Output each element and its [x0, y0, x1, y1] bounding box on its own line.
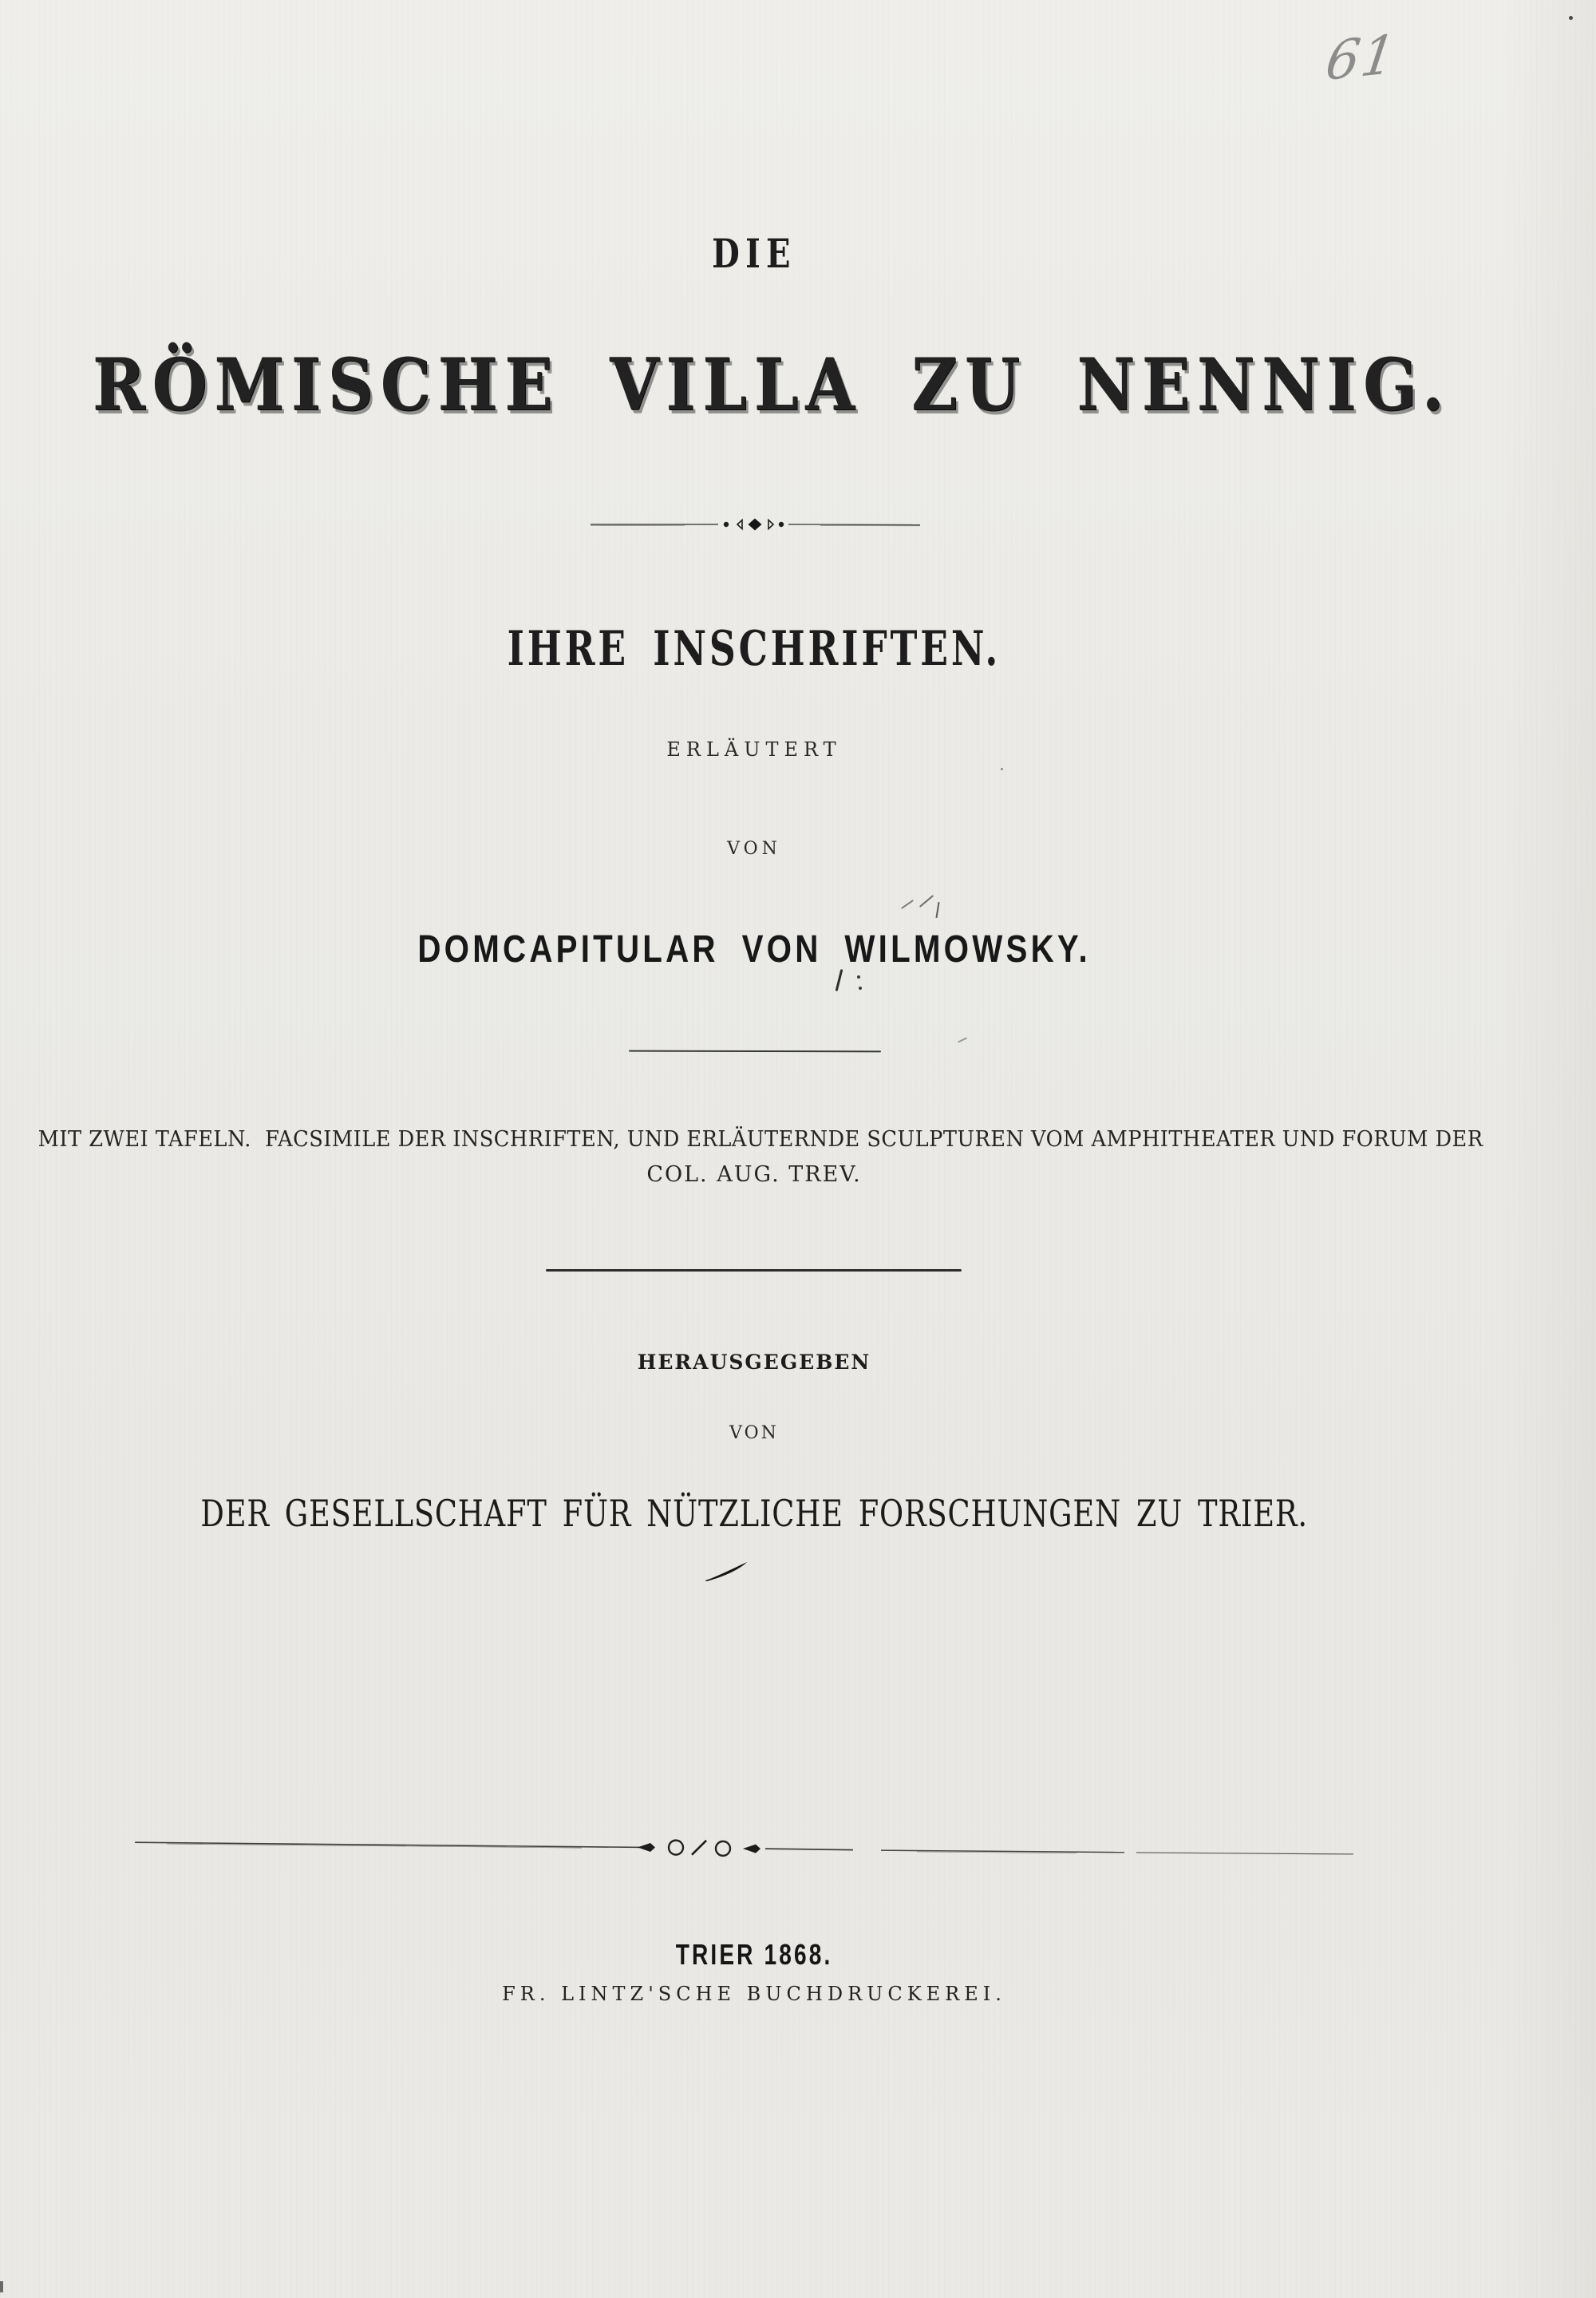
published-label: HERAUSGEGEBEN [637, 1351, 871, 1374]
ink-mark [859, 987, 862, 990]
by-label: VON [729, 1423, 779, 1443]
printer-name: FR. LINTZ'SCHE BUCHDRUCKEREI. [502, 1983, 1006, 2005]
plates-note-line1 [0, 1127, 1508, 1152]
book-title-text: RÖMISCHE VILLA ZU NENNIG. [93, 342, 1452, 427]
paper-speck [1569, 16, 1573, 20]
publisher-name [0, 1492, 1508, 1535]
plates-note-line1-text: MIT ZWEI TAFELN. FACSIMILE DER INSCHRIFTEN, UND ERLÄUTERNDE SCULPTUREN VOM AMPHITHEATER UND FORUM DER [38, 1127, 1483, 1152]
book-title [0, 342, 1508, 427]
explained-label: ERLÄUTERT [666, 738, 842, 761]
diamond-chain-ornament-icon [589, 517, 922, 532]
pen-stroke-flourish-icon [703, 1559, 750, 1584]
imprint-city-year-text: TRIER 1868. [675, 1938, 833, 1971]
imprint-city-year [0, 1938, 1508, 1972]
publisher-name-text: DER GESELLSCHAFT FÜR NÜTZLICHE FORSCHUNGEN ZU TRIER. [200, 1492, 1308, 1535]
author-name-text: DOMCAPITULAR VON WILMOWSKY. [417, 928, 1091, 971]
pretitle-text: DIE [712, 230, 796, 277]
by-label: VON [727, 839, 781, 859]
pretitle [0, 230, 1508, 277]
handwritten-folio-number: 61 [1321, 22, 1401, 93]
divider-rule [546, 1269, 962, 1272]
plates-note-line2: COL. AUG. TREV. [646, 1162, 862, 1187]
author-name [0, 928, 1508, 971]
subtitle-text: IHRE INSCHRIFTEN. [507, 621, 1001, 677]
ink-mark [857, 975, 860, 979]
subtitle [0, 621, 1508, 677]
